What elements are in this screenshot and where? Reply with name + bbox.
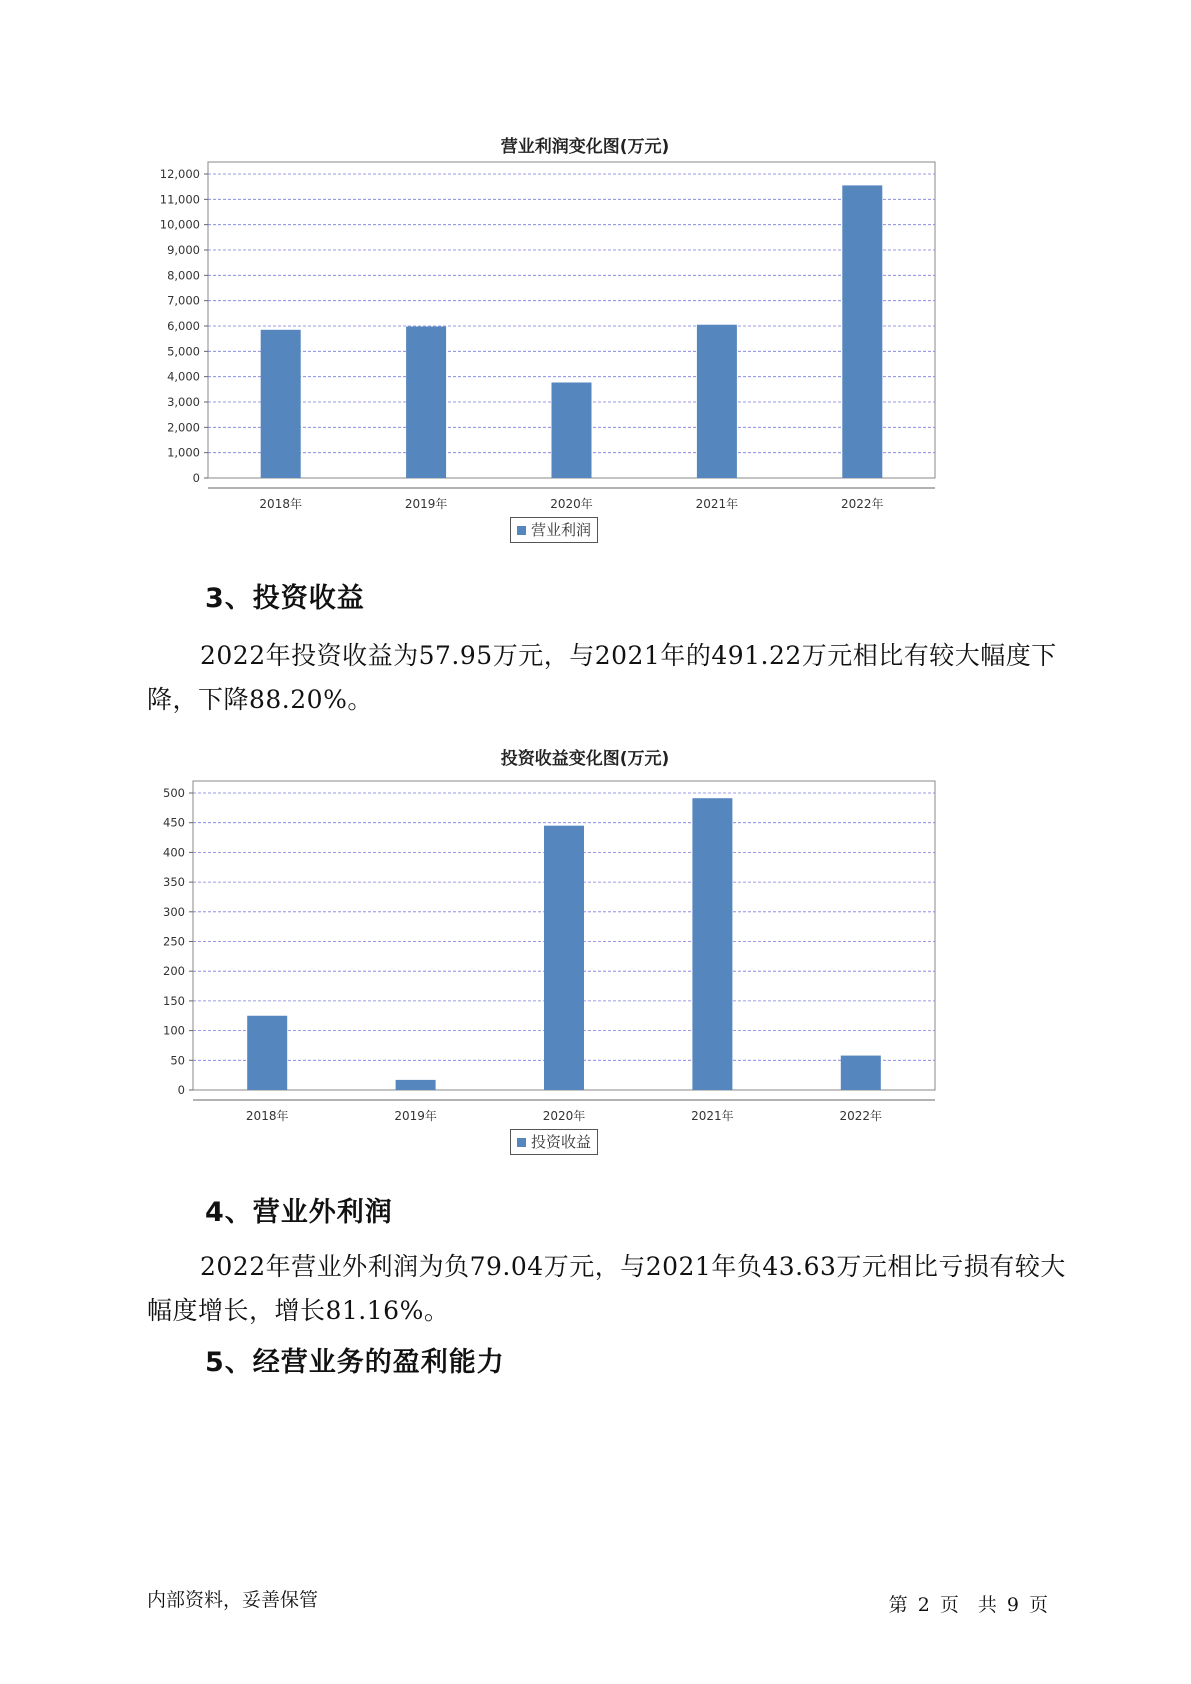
y-tick-label: 0 (177, 1083, 185, 1097)
chart-operating-profit (150, 137, 1020, 550)
y-tick-label: 3,000 (167, 395, 200, 409)
x-tick-label: 2022年 (839, 1109, 883, 1123)
legend-swatch (517, 1138, 526, 1147)
x-tick-label: 2021年 (691, 1109, 734, 1123)
y-tick-label: 450 (163, 815, 185, 830)
section-heading-5: 5、经营业务的盈利能力 (205, 1347, 505, 1378)
section-heading-4: 4、营业外利润 (205, 1197, 393, 1228)
bar (552, 382, 592, 478)
chart-svg (150, 158, 1020, 528)
bar (406, 327, 446, 478)
bar (544, 826, 584, 1090)
y-tick-label: 5,000 (167, 344, 200, 359)
y-tick-label: 8,000 (167, 268, 200, 283)
y-tick-label: 1,000 (167, 445, 200, 460)
y-tick-label: 250 (163, 934, 185, 949)
y-tick-label: 100 (163, 1023, 185, 1038)
section-paragraph-3: 2022年投资收益为57.95万元，与2021年的491.22万元相比有较大幅度下降，下降88.20%。 (147, 641, 1057, 714)
legend-swatch (517, 526, 526, 535)
bar (842, 185, 882, 478)
bar (261, 330, 301, 478)
chart-investment-income (150, 749, 1020, 1162)
chart-svg (150, 770, 1020, 1140)
y-tick-label: 150 (163, 993, 185, 1008)
y-tick-label: 9,000 (167, 243, 200, 257)
x-tick-label: 2020年 (542, 1109, 586, 1123)
x-tick-label: 2021年 (695, 497, 739, 511)
bar (841, 1056, 881, 1090)
y-tick-label: 2,000 (167, 420, 200, 435)
y-tick-label: 50 (170, 1053, 185, 1068)
x-tick-label: 2019年 (404, 497, 448, 511)
y-tick-label: 400 (163, 845, 185, 860)
y-tick-label: 0 (192, 471, 200, 485)
x-tick-label: 2020年 (550, 497, 593, 511)
legend-label: 营业利润 (531, 521, 592, 539)
chart-legend (510, 1129, 598, 1155)
y-tick-label: 350 (163, 875, 185, 890)
bar (247, 1016, 287, 1090)
chart-title: 投资收益变化图(万元) (500, 749, 670, 769)
y-tick-label: 7,000 (167, 293, 200, 308)
y-tick-label: 6,000 (167, 319, 200, 333)
section-heading-3: 3、投资收益 (205, 583, 365, 614)
x-tick-label: 2022年 (841, 497, 884, 511)
y-tick-label: 500 (163, 786, 185, 800)
section-paragraph-4: 2022年营业外利润为负79.04万元，与2021年负43.63万元相比亏损有较大幅度增长，增长81.16%。 (147, 1252, 1066, 1325)
x-tick-label: 2019年 (394, 1109, 437, 1123)
bar (692, 798, 732, 1090)
chart-legend (510, 517, 598, 543)
y-tick-label: 4,000 (167, 369, 200, 384)
x-tick-label: 2018年 (245, 1109, 289, 1123)
y-tick-label: 10,000 (159, 217, 200, 232)
legend-label: 投资收益 (531, 1133, 592, 1151)
y-tick-label: 200 (163, 964, 185, 979)
y-tick-label: 11,000 (159, 192, 200, 207)
footer-page-number: 第 2 页 共 9 页 (888, 1594, 1048, 1616)
footer-confidential: 内部资料，妥善保管 (147, 1589, 319, 1611)
bar (396, 1080, 436, 1090)
x-tick-label: 2018年 (259, 497, 302, 511)
y-tick-label: 12,000 (159, 167, 200, 181)
chart-title: 营业利润变化图(万元) (500, 137, 670, 157)
bar (697, 325, 737, 478)
y-tick-label: 300 (163, 904, 185, 919)
